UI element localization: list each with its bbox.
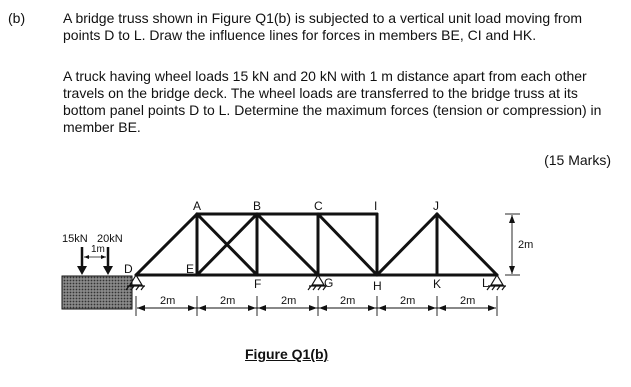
member-BG	[257, 214, 318, 275]
node-label-H: H	[373, 279, 382, 293]
panel-label-6: 2m	[460, 295, 476, 307]
node-label-F: F	[254, 277, 262, 291]
question-paragraph-2: A truck having wheel loads 15 kN and 20 kN with 1 m distance apart from each other travels on the bridge deck. The wheel loads are transferred to the bridge truss at its bottom panel points D to L. Determine the maximum forces (tension or compression) in member BE.	[63, 68, 602, 135]
panel-label-4: 2m	[340, 295, 356, 307]
panel-label-5: 2m	[400, 295, 416, 307]
arrowhead-20kn	[103, 266, 113, 275]
arrowhead-15kn	[77, 266, 87, 275]
load-label-15kn: 15kN	[62, 233, 88, 245]
height-label: 2m	[518, 239, 534, 251]
node-label-I: I	[374, 199, 378, 213]
load-label-20kn: 20kN	[97, 233, 123, 245]
panel-label-1: 2m	[160, 295, 176, 307]
pin-support-L	[487, 275, 506, 290]
node-label-K: K	[433, 277, 442, 291]
marks-label: (15 Marks)	[544, 152, 611, 168]
wheel-spacing-label: 1m	[91, 244, 105, 255]
node-label-G: G	[324, 276, 334, 290]
member-CH	[318, 214, 377, 275]
node-label-A: A	[193, 199, 202, 213]
node-label-J: J	[433, 199, 439, 213]
member-JL	[437, 214, 497, 275]
panel-dimensions	[136, 295, 497, 316]
panel-label-3: 2m	[281, 295, 297, 307]
node-label-L: L	[482, 276, 489, 290]
question-paragraph-1: A bridge truss shown in Figure Q1(b) is subjected to a vertical unit load moving from points D to L. Draw the influence lines for forces in members BE, CI and HK.	[63, 10, 583, 43]
node-label-D: D	[124, 262, 133, 276]
figure-caption: Figure Q1(b)	[245, 346, 329, 362]
truck-loads	[62, 233, 123, 275]
part-label: (b)	[8, 10, 26, 26]
node-label-C: C	[314, 199, 323, 213]
node-label-E: E	[186, 262, 195, 276]
node-label-B: B	[253, 199, 262, 213]
panel-label-2: 2m	[220, 295, 236, 307]
approach-embankment	[62, 276, 132, 309]
member-IH-diag	[377, 214, 437, 275]
